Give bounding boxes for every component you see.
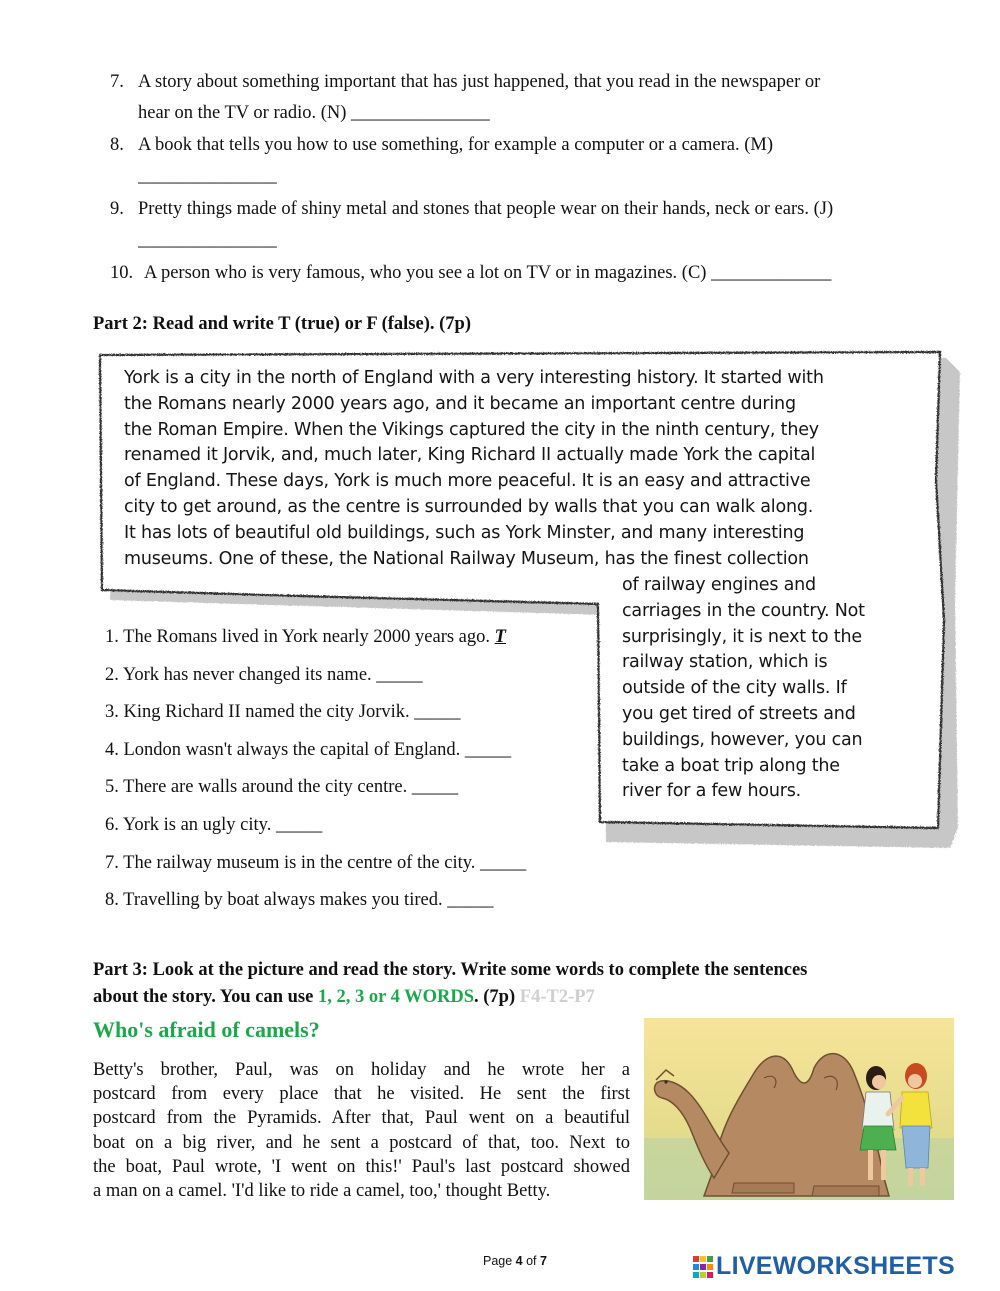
passage-text — [124, 366, 924, 572]
tf-statements — [105, 619, 600, 920]
passage-line: outside of the city walls. If — [622, 678, 847, 699]
question-text: A story about something important that has just happened, that you read in the newspaper or — [138, 72, 821, 92]
story-line: the boat, Paul wrote, 'I went on this!' Paul's last postcard showed — [93, 1156, 630, 1177]
part2-heading: Part 2: Read and write T (true) or F (false). (7p) — [93, 314, 471, 334]
question-10: 10. A person who is very famous, who you see a lot on TV or in magazines. (C) _____________ — [110, 263, 832, 283]
passage-line: renamed it Jorvik, and, much later, King Richard II actually made York the capital — [124, 445, 816, 466]
question-text: A person who is very famous, who you see a lot on TV or in magazines. (C) _____________ — [144, 263, 832, 283]
tf-text: 1. The Romans lived in York nearly 2000 years ago. — [105, 627, 491, 647]
worksheet-code: F4-T2-P7 — [519, 987, 595, 1007]
passage-line: museums. One of these, the National Railway Museum, has the finest collection — [124, 548, 809, 569]
passage-line: the Romans nearly 2000 years ago, and it became an important centre during — [124, 393, 796, 414]
question-9: 9. Pretty things made of shiny metal and stones that people wear on their hands, neck or ears. (J) _______________ — [110, 194, 990, 256]
tf-item-8[interactable]: 8. Travelling by boat always makes you tired. _____ — [105, 890, 494, 911]
story-line: postcard from every place that he visited. He sent the first — [93, 1084, 630, 1105]
passage-line: of England. These days, York is much more peaceful. It is an easy and attractive — [124, 471, 811, 492]
passage-line: carriages in the country. Not — [622, 600, 865, 621]
story-line: boat on a big river, and he sent a postcard of that, too. Next to — [93, 1132, 630, 1153]
answer-blank[interactable]: _______________ — [138, 230, 277, 250]
camel-picture — [644, 1018, 954, 1200]
passage-line: railway station, which is — [622, 652, 828, 673]
tf-item-3[interactable]: 3. King Richard II named the city Jorvik. _____ — [105, 702, 461, 723]
part3-heading-text: about the story. You can use — [93, 987, 318, 1007]
page-number — [483, 1254, 547, 1268]
story-line: a man on a camel. 'I'd like to ride a camel, too,' thought Betty. — [93, 1181, 551, 1202]
page-total: 7 — [540, 1254, 547, 1268]
question-text: A book that tells you how to use something, for example a computer or a camera. (M) — [138, 135, 773, 155]
tf-item-7[interactable]: 7. The railway museum is in the centre of the city. _____ — [105, 852, 527, 873]
passage-line: It has lots of beautiful old buildings, such as York Minster, and many interesting — [124, 522, 805, 543]
word-limit: 1, 2, 3 or 4 WORDS — [317, 987, 475, 1007]
passage-text-tail — [622, 573, 932, 805]
passage-line: the Roman Empire. When the Vikings captured the city in the ninth century, they — [124, 419, 819, 440]
passage-line: York is a city in the north of England with a very interesting history. It started with — [124, 368, 824, 388]
tf-answer-example: T — [494, 627, 506, 647]
passage-line: buildings, however, you can — [622, 729, 863, 750]
passage-line: take a boat trip along the — [622, 755, 840, 776]
tf-item-1 — [105, 619, 600, 657]
page-current: 4 — [515, 1254, 523, 1268]
page-of: of — [522, 1254, 540, 1268]
brand-name: LIVEWORKSHEETS — [716, 1252, 955, 1280]
question-text: Pretty things made of shiny metal and stones that people wear on their hands, neck or ears. (J) — [138, 199, 834, 219]
story-text — [93, 1058, 630, 1203]
tf-item-2[interactable]: 2. York has never changed its name. _____ — [105, 664, 423, 685]
passage-line: city to get around, as the centre is surrounded by walls that you can walk along. — [124, 496, 814, 517]
points: . (7p) — [474, 987, 520, 1007]
part3-heading-line2 — [93, 984, 943, 1011]
answer-blank[interactable]: _______________ — [138, 166, 277, 186]
story-line: postcard from the Pyramids. After that, Paul went on a beautiful — [93, 1108, 630, 1129]
question-8: 8. A book that tells you how to use something, for example a computer or a camera. (M) _______________ — [110, 130, 970, 192]
brand-logo — [693, 1252, 955, 1281]
question-7: 7. A story about something important that has just happened, that you read in the newspaper or hear on the TV or radio. (N) _______________ — [110, 67, 970, 129]
page-prefix: Page — [483, 1254, 516, 1268]
tf-item-6[interactable]: 6. York is an ugly city. _____ — [105, 814, 323, 835]
tf-item-5[interactable]: 5. There are walls around the city centre. _____ — [105, 777, 459, 798]
part3-heading-line1: Part 3: Look at the picture and read the story. Write some words to complete the sentences — [93, 960, 808, 980]
passage-line: you get tired of streets and — [622, 703, 856, 724]
part3-heading — [93, 957, 943, 1011]
brand-logo-icon — [693, 1256, 713, 1278]
story-line: Betty's brother, Paul, was on holiday and he wrote her a — [93, 1060, 630, 1080]
story-title: Who's afraid of camels? — [93, 1017, 320, 1042]
passage-line: of railway engines and — [622, 575, 816, 595]
tf-item-4[interactable]: 4. London wasn't always the capital of England. _____ — [105, 739, 512, 760]
passage-line: surprisingly, it is next to the — [622, 626, 862, 647]
question-text-cont: hear on the TV or radio. (N) _______________ — [138, 103, 490, 123]
passage-line: river for a few hours. — [622, 781, 802, 802]
